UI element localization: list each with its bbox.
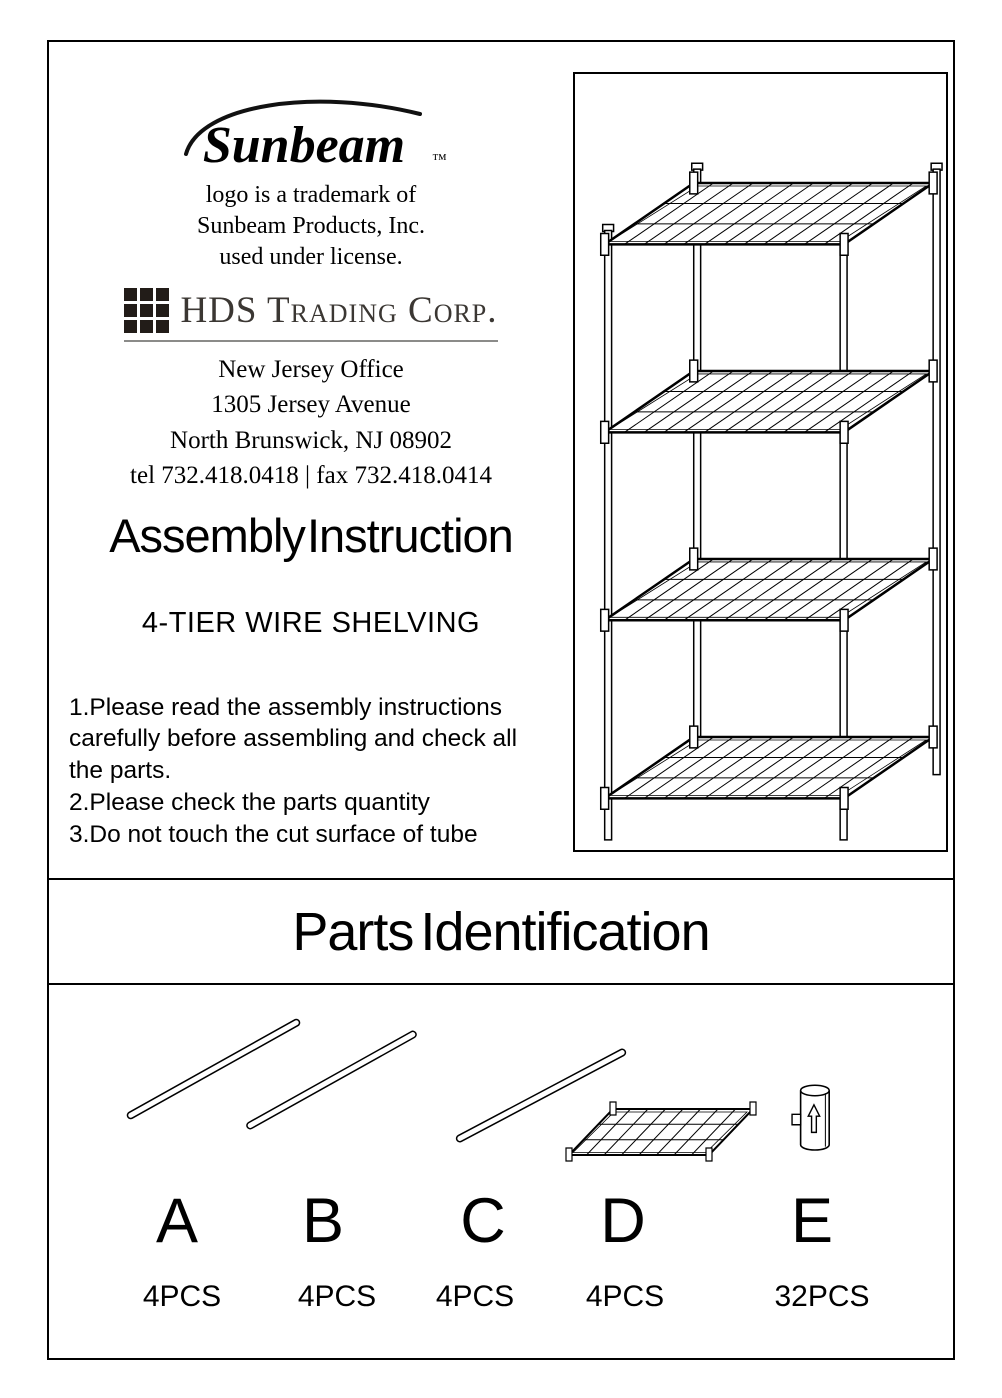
note-line: 2.Please check the parts quantity [69,789,430,817]
branding-column [49,42,573,851]
part-qty-e: 32PCS [774,1280,870,1313]
trademark-text [49,180,573,274]
part-b-pole-icon [239,1025,424,1135]
part-label-b: B [301,1186,345,1256]
product-name: 4-TIER WIRE SHELVING [141,606,481,639]
part-label-a: A [155,1186,199,1256]
part-label-e: E [790,1186,834,1256]
office-line: New Jersey Office [218,355,404,383]
office-line: North Brunswick, NJ 08902 [170,426,452,454]
page-title: Assembly Instruction [109,508,513,562]
note-line: 3.Do not touch the cut surface of tube [69,820,478,848]
trademark-line: used under license. [219,244,403,271]
parts-identification-title: Parts Identification [292,901,710,962]
shelving-illustration-box [573,72,948,852]
note-line: 1.Please read the assembly instructions carefully before assembling and check all the parts. [69,693,518,785]
sunbeam-logo [166,88,456,178]
part-label-c: C [460,1186,506,1256]
part-label-d: D [600,1186,646,1256]
part-qty-c: 4PCS [435,1280,515,1313]
part-e-sleeve-icon [785,1080,841,1160]
assembly-notes [69,692,553,851]
part-qty-b: 4PCS [297,1280,377,1313]
part-qty-a: 4PCS [142,1280,222,1313]
trademark-line: logo is a trademark of [205,182,417,208]
hds-logo-row [124,288,497,342]
office-line: 1305 Jersey Avenue [211,391,411,419]
office-line: tel 732.418.0418 | fax 732.418.0414 [130,462,492,490]
part-d-wire-shelf-icon [564,1087,759,1167]
header-section [49,42,953,878]
shelving-drawing-icon [575,74,946,850]
hds-squares-icon [124,288,169,333]
document-border [47,40,955,1360]
trademark-symbol: ™ [432,152,447,168]
part-qty-d: 4PCS [585,1280,665,1313]
company-name: HDS Trading Corp. [180,289,498,331]
parts-section [49,985,953,1358]
office-address [49,352,573,494]
parts-identification-band [49,878,953,985]
sunbeam-wordmark: Sunbeam [202,117,406,174]
trademark-line: Sunbeam Products, Inc. [197,213,425,240]
